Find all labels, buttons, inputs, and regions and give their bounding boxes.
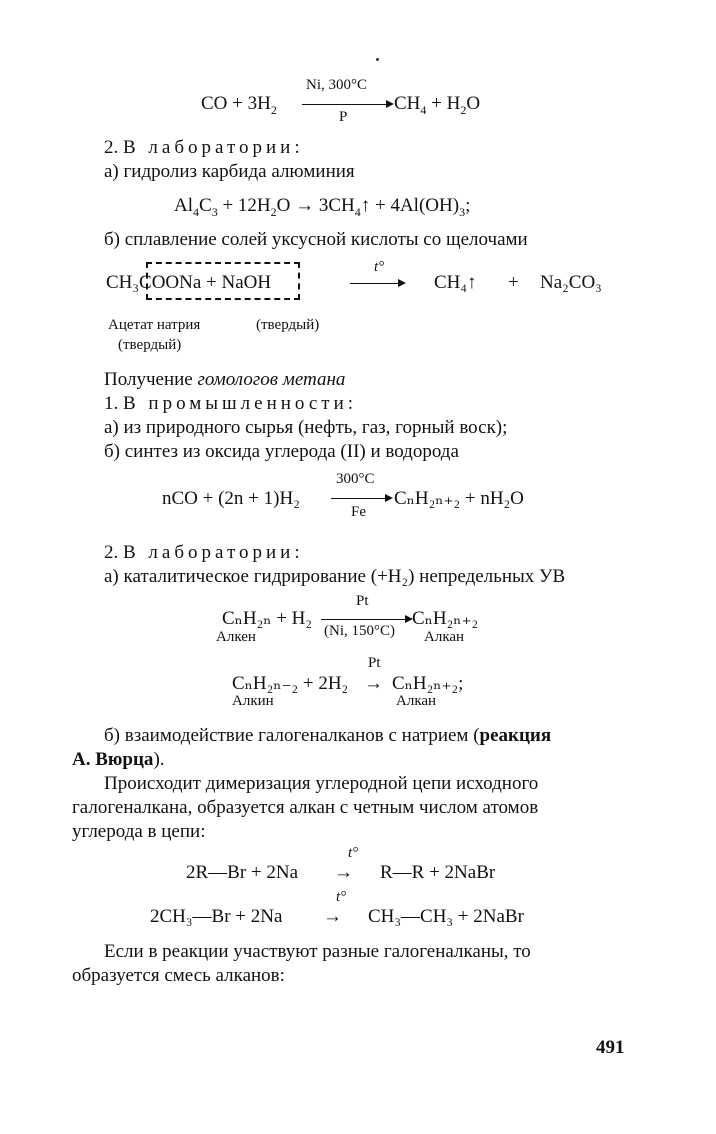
industry-heading — [104, 394, 357, 413]
eq6-reactant: CₙH₂ₙ₋₂ + 2H₂ — [232, 673, 349, 694]
eq7-right: R—R + 2NaBr — [380, 862, 496, 883]
eq3-condition: t° — [374, 259, 385, 275]
eq1-right-c: O — [466, 93, 481, 114]
lab-heading-1-num: 2. — [104, 137, 119, 158]
eq4-reactant: nCO + (2n + 1)H₂ — [162, 488, 300, 509]
industry-heading-num: 1. — [104, 393, 119, 414]
eq2-c: + 12H — [217, 195, 271, 216]
eq4-product: CₙH₂ₙ₊₂ + nH₂O — [394, 488, 524, 509]
eq2-b: C — [199, 195, 212, 216]
industry-item-b: б) синтез из оксида углерода (II) и водорода — [104, 441, 459, 462]
eq5-condition-above: Pt — [356, 593, 369, 609]
eq2-a: Al — [174, 195, 193, 216]
eq8-condition: t° — [336, 889, 347, 905]
dashed-box-bottom — [146, 298, 300, 300]
eq2 — [174, 196, 470, 218]
lab2-item-a: а) каталитическое гидрирование (+H₂) непредельных УВ — [104, 566, 566, 587]
eq3-plus: + — [508, 272, 519, 293]
eq1-left — [201, 94, 277, 116]
industry-heading-text: В промышленности: — [123, 393, 358, 414]
eq1-right-a: CH — [394, 93, 421, 114]
lab-heading-1 — [104, 138, 304, 157]
eq5-label-alkane: Алкан — [424, 629, 465, 645]
eq1-condition-below: P — [339, 109, 348, 125]
wurtz-para3: углерода в цепи: — [72, 821, 206, 842]
homologs-title-plain: Получение — [104, 369, 198, 390]
eq6-arrow: → — [364, 673, 383, 694]
wurtz-line2-tail: ). — [153, 749, 165, 770]
eq6-condition-above: Pt — [368, 655, 381, 671]
eq5-condition-below: (Ni, 150°C) — [324, 623, 395, 639]
label-acetate: Ацетат натрия — [108, 317, 201, 333]
eq2-d: O → 3CH — [276, 195, 355, 216]
eq1-right-b-sub: 2 — [460, 102, 467, 117]
eq2-c-sub: 2 — [270, 204, 277, 219]
eq4-condition-above: 300°C — [336, 471, 375, 487]
eq4-condition-below: Fe — [351, 504, 366, 520]
lab-heading-2-num: 2. — [104, 542, 119, 563]
eq1-condition-above: Ni, 300°C — [306, 77, 368, 93]
wurtz-line1-plain: б) взаимодействие галогеналканов с натрием ( — [104, 725, 480, 746]
eq1-left-sub: 2 — [270, 102, 277, 117]
eq3-arrow-head — [398, 279, 406, 287]
final-para2: образуется смесь алканов: — [72, 965, 285, 986]
eq1-right — [394, 94, 480, 116]
eq6-label-alkyne: Алкин — [232, 693, 274, 709]
page-number: 491 — [596, 1037, 625, 1058]
final-para1: Если в реакции участвуют разные галогеналканы, то — [104, 941, 531, 962]
eq4-arrow-head — [385, 494, 393, 502]
eq3-arrow-line — [350, 283, 400, 284]
eq2-d-sub: 4 — [354, 204, 361, 219]
wurtz-line1 — [104, 726, 551, 745]
eq5-product: CₙH₂ₙ₊₂ — [412, 608, 479, 629]
eq7-arrow: → — [334, 862, 353, 883]
wurtz-line1-bold: реакция — [479, 725, 552, 746]
eq1-left-text: CO + 3H — [201, 93, 271, 114]
dashed-box-top — [146, 262, 300, 264]
eq6-label-alkane: Алкан — [396, 693, 437, 709]
eq8-left: 2CH₃—Br + 2Na — [150, 906, 283, 927]
eq7-condition: t° — [348, 845, 359, 861]
eq2-e-sub: 3 — [459, 204, 466, 219]
eq2-b-sub: 3 — [211, 204, 218, 219]
lab1-item-a: а) гидролиз карбида алюминия — [104, 161, 355, 182]
wurtz-para1: Происходит димеризация углеродной цепи исходного — [104, 773, 539, 794]
eq5-reactant: CₙH₂ₙ + H₂ — [222, 608, 313, 629]
industry-item-a: а) из природного сырья (нефть, газ, горный воск); — [104, 417, 508, 438]
eq3-product1: CH₄↑ — [434, 272, 477, 293]
eq7-left: 2R—Br + 2Na — [186, 862, 299, 883]
wurtz-line2-bold: А. Вюрца — [72, 749, 154, 770]
label-acetate-state: (твердый) — [118, 337, 182, 353]
eq2-a-sub: 4 — [193, 204, 199, 219]
homologs-title-italic: гомологов метана — [197, 369, 346, 390]
wurtz-para2: галогеналкана, образуется алкан с четным числом атомов — [72, 797, 539, 818]
lab-heading-2-text: В лаборатории: — [123, 542, 304, 563]
eq2-e: ↑ + 4Al(OH) — [360, 195, 460, 216]
eq2-f: ; — [465, 195, 471, 216]
eq1-right-b: + H — [426, 93, 461, 114]
item-b-fusion: б) сплавление солей уксусной кислоты со щелочами — [104, 229, 528, 250]
lab-heading-2 — [104, 543, 304, 562]
eq6-product: CₙH₂ₙ₊₂; — [392, 673, 464, 694]
eq5-label-alkene: Алкен — [216, 629, 256, 645]
eq8-right: CH₃—CH₃ + 2NaBr — [368, 906, 524, 927]
eq1-right-a-sub: 4 — [420, 102, 427, 117]
label-naoh-state: (твердый) — [256, 317, 320, 333]
eq5-arrow-line — [321, 619, 407, 620]
lab-heading-1-text: В лаборатории: — [123, 137, 304, 158]
eq3-reactant: CH₃COONa + NaOH — [106, 272, 272, 293]
eq3-product2: Na₂CO₃ — [540, 272, 602, 293]
eq8-arrow: → — [323, 906, 342, 927]
speck — [376, 58, 379, 61]
wurtz-line2 — [72, 750, 165, 769]
homologs-title — [104, 370, 345, 389]
eq1-arrow-line — [302, 104, 388, 105]
eq4-arrow-line — [331, 498, 387, 499]
dashed-box-right — [298, 262, 300, 300]
eq1-arrow-head — [386, 100, 394, 108]
